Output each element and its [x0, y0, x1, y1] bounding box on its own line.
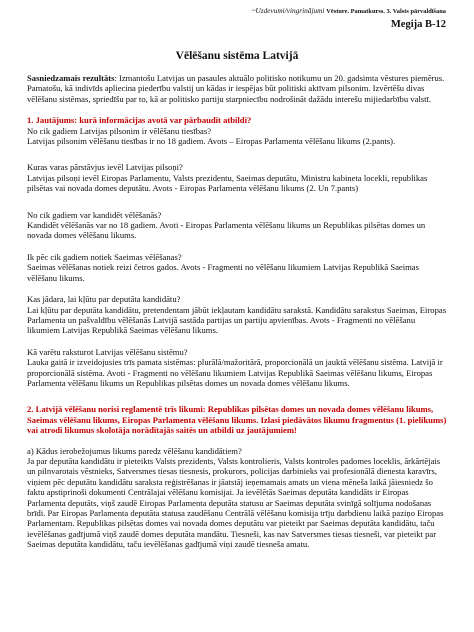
- answer: Latvijas pilsonim vēlēšanu tiesības ir no 18 gadiem. Avots – Eiropas Parlamenta vēlēšanu likums (2.pants).: [27, 136, 396, 147]
- intro-paragraph: [27, 73, 447, 104]
- answer: Saeimas vēlēšanas notiek reizi četros gados. Avots - Fragmenti no vēlēšanu likumiem Latvijas Republikā Saeimas vēlēšanu likums.: [27, 262, 419, 283]
- question: Kuras varas pārstāvjus ievēl Latvijas pilsoņi?: [27, 162, 183, 173]
- qa-block: [27, 162, 447, 193]
- author-code: Megija B-12: [390, 19, 446, 30]
- document-meta: [252, 6, 446, 15]
- intro-text: : Izmantošu Latvijas un pasaules aktuālo politisko notikumu un 20. gadsimta vēstures piemērus. Pamatošu, kā indivīds apliecina piederību valstij un kādas ir iespējas būt politiski aktīvam pilsonim. Izvērtēšu divas vēlēšanu sistēmas, spriedīšu par to, kā ar politisko partiju starpniecību nodrošināt dažādu interešu mijiedarbību valstī.: [27, 73, 445, 104]
- task2-heading: 2. Latvijā vēlēšanu norisi reglamentē trīs likumi: Republikas pilsētas domes un novada domes vēlēšanu likums, Saeimas vēlēšanu likums, Eiropas Parlamenta vēlēšanu likums. Izlasi piedāvātos likumu fragmentus (1. pielikums) vai atrodi likumus skolotāja norādītajās saitēs un atbildi uz jautājumiem!: [27, 404, 447, 436]
- answer: Kandidēt vēlēšanās var no 18 gadiem. Avoti - Eiropas Parlamenta vēlēšanu likums un Republikas pilsētas domes un novada domes vēlēšanu likums.: [27, 220, 426, 241]
- answer: Lai kļūtu par deputāta kandidātu, pretendentam jābūt iekļautam kandidātu sarakstā. Kandidātu sarakstus Saeimas, Eiropas Parlamenta un pašvaldību vēlēšanās Latvijā sastāda partijas un partiju apvienības. Avots - Fragmenti no vēlēšanu likumiem Latvijas Republikā Saeimas vēlēšanu likums.: [27, 304, 447, 336]
- page-title: Vēlēšanu sistēma Latvijā: [175, 50, 299, 62]
- question: No cik gadiem Latvijas pilsonim ir vēlēšanu tiesības?: [27, 125, 212, 136]
- qa-block: [27, 446, 447, 550]
- question: No cik gadiem var kandidēt vēlēšanās?: [27, 209, 162, 220]
- qa-block: [27, 252, 447, 283]
- question: Kā varētu raksturot Latvijas vēlēšanu sistēmu?: [27, 346, 188, 357]
- answer: Lauka gaitā ir izveidojusies trīs pamata sistēmas: plurālā/mažoritārā, proporcionālā un jauktā vēlēšanu sistēma. Latvijā ir proporcionālā sistēma. Avoti - Fragmenti no vēlēšanu likumiem Latvijas Republikā Saeimas vēlēšanu likums, Eiropas Parlamenta vēlēšanu likums un Republikas pilsētas domes un novada domes vēlēšanu likums.: [27, 357, 443, 388]
- answer: Ja par deputāta kandidātu ir pieteikts Valsts prezidents, Valsts kontrolieris, Valsts kontroles padomes loceklis, ārkārtējais un pilnvarotais vēstnieks, Satversmes tiesas tiesnesis, prokurors, policijas darbinieks vai profesionālā dienesta karavīrs, viņiem pēc deputātu kandidātu saraksta reģistrēšanas ir jāatstāj ieņemamais amats un viena mēneša laikā jāiesniedz šo faktu apstiprinoši dokumenti Centrālajai vēlēšanu komisijai. Ja ievēlētās Saeimas deputāta kandidāts ir Eiropas Parlamenta deputāts, viņš zaudē Eiropas Parlamenta deputāta statusu ar Saeimas deputāta svinīgā solījuma nodošanas brīdi. Par Eiropas Parlamenta deputāta statusa zaudēšanu Centrālā vēlēšanu komisija trīju darbdienu laikā paziņo Eiropas Parlamentam. Republikas pilsētas domes vai novada domes deputātu var pieteikt par Saeimas deputāta kandidātu, taču ievēlēšanas gadījumā viņš zaudē domes deputāta mandātu. Tiesneši, kas nav Satversmes tiesas tiesneši, var pieteikt par Saeimas deputāta kandidātu, taču ievēlēšanas gadījumā viņi zaudē tiesneša amatu.: [27, 455, 444, 550]
- qa-block: [27, 294, 447, 336]
- qa-block: [27, 126, 447, 147]
- meta-course: Vēsture. Pamatkurss. 3. Valsts pārvaldīšana: [326, 8, 446, 15]
- intro-label: Sasniedzamais rezultāts: [27, 73, 115, 83]
- qa-block: [27, 210, 447, 241]
- task1-heading: 1. Jautājums: kurā informācijas avotā var pārbaudīt atbildi?: [27, 115, 252, 126]
- meta-italic: ~Uzdevumi/vingrinājumi: [251, 6, 325, 15]
- qa-block: [27, 347, 447, 389]
- answer: Latvijas pilsoņi ievēl Eiropas Parlamentu, Valsts prezidentu, Saeimas deputātu, Ministru kabineta locekli, republikas pilsētas vai novada domes deputātu. Avots - Eiropas Parlamenta vēlēšanu likums (2. Un 7.pants): [27, 172, 428, 194]
- question: Kas jādara, lai kļūtu par deputāta kandidātu?: [27, 294, 181, 305]
- question: Ik pēc cik gadiem notiek Saeimas vēlēšanas?: [27, 251, 182, 262]
- question: a) Kādus ierobežojumus likums paredz vēlēšanu kandidātiem?: [27, 445, 242, 456]
- document-body: [27, 73, 447, 561]
